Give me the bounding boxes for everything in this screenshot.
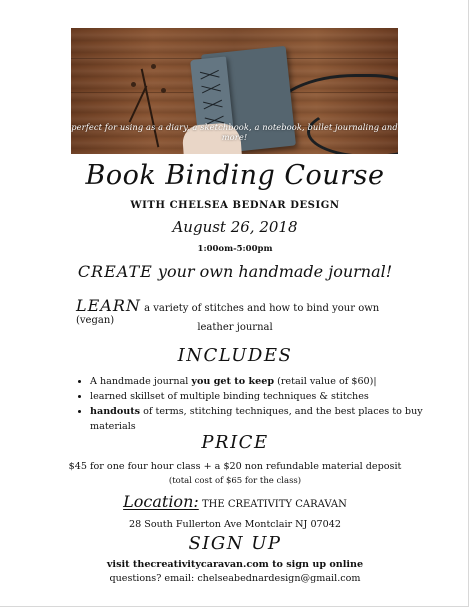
banner-tagline: perfect for using as a diary, a sketchbook, a notebook, bullet journaling and more!: [71, 122, 398, 142]
list-item: [90, 374, 430, 389]
visit-suffix: to sign up online: [268, 559, 364, 570]
course-time: 1:00om-5:00pm: [197, 244, 273, 254]
banner-photo: [71, 28, 398, 154]
create-rest: your own handmade journal!: [152, 262, 393, 281]
list-item: [90, 404, 430, 434]
list-item-text: of terms, stitching techniques, and the best places to buy materials: [90, 406, 423, 432]
location-line: [0, 492, 470, 511]
spine-stitch: [202, 84, 220, 94]
list-item-text: learned skillset of multiple binding techniques & stitches: [90, 391, 369, 402]
price-details: $45 for one four hour class + a $20 non refundable material deposit: [68, 461, 402, 472]
learn-lead: LEARN: [76, 296, 141, 315]
create-line: [0, 262, 470, 281]
price-heading: PRICE: [201, 432, 269, 453]
contact-email[interactable]: questions? email: chelseabednardesign@gmail.com: [109, 573, 361, 584]
spine-stitch: [204, 100, 222, 110]
spine-stitch: [201, 70, 219, 80]
list-item-text: (retail value of $60)|: [274, 376, 377, 387]
signup-heading: SIGN UP: [188, 533, 282, 554]
signup-website-link[interactable]: thecreativitycaravan.com: [132, 559, 269, 570]
learn-rest: a variety of stitches and how to bind your own (vegan): [76, 303, 380, 326]
course-subtitle: WITH CHELSEA BEDNAR DESIGN: [130, 200, 340, 211]
dried-flower-bud: [151, 64, 156, 69]
course-date: August 26, 2018: [172, 218, 298, 236]
list-item-bold: you get to keep: [191, 376, 275, 387]
dried-flower-bud: [161, 88, 166, 93]
includes-heading: INCLUDES: [177, 345, 293, 366]
location-label: Location:: [123, 492, 199, 511]
price-total: (total cost of $65 for the class): [168, 476, 302, 486]
list-item-text: A handmade journal: [90, 376, 192, 387]
signup-visit-line: [0, 559, 470, 570]
location-address: 28 South Fullerton Ave Montclair NJ 07042: [129, 519, 341, 530]
list-item-bold: handouts: [90, 406, 141, 417]
location-venue: THE CREATIVITY CARAVAN: [198, 499, 347, 510]
course-title: Book Binding Course: [85, 160, 385, 191]
visit-prefix: visit: [106, 559, 133, 570]
dried-flower-bud: [131, 82, 136, 87]
includes-list: [66, 374, 430, 434]
create-lead: CREATE: [77, 262, 153, 281]
list-item: [90, 389, 430, 404]
learn-continuation: leather journal: [197, 322, 273, 333]
